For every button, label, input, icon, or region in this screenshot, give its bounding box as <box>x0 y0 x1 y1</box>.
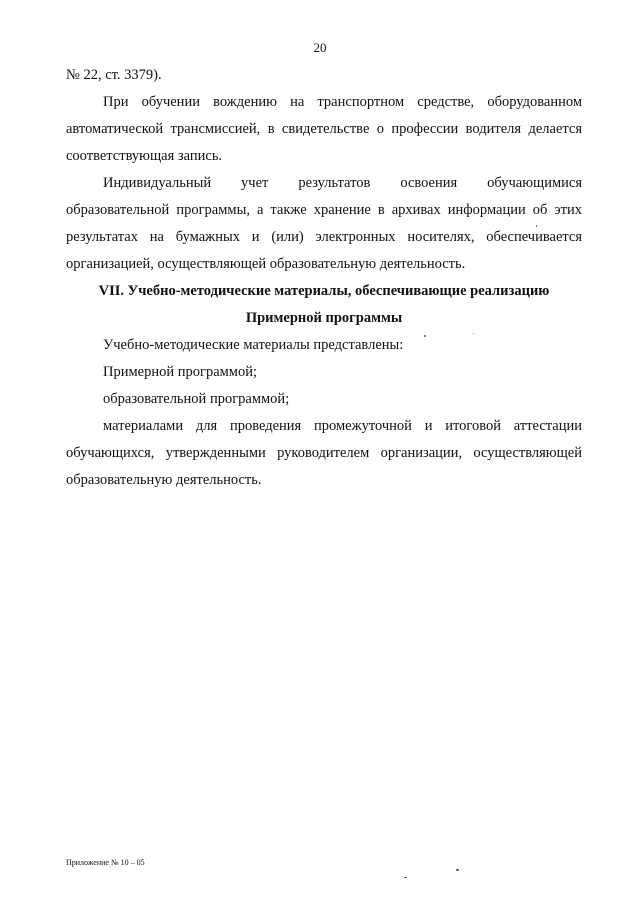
scan-speck <box>473 333 474 334</box>
section-heading-line-2: Примерной программы <box>245 310 403 326</box>
footer-annex-label: Приложение № 10 – 05 <box>66 858 145 867</box>
scan-speck <box>404 877 407 878</box>
materials-item-educational-program: образовательной программой; <box>103 391 290 407</box>
materials-item-sample-program: Примерной программой; <box>103 364 258 380</box>
paragraph-automatic-transmission: При обучении вождению на транспортном средстве, оборудованном автоматической трансмиссией, в свидетельстве о профессии водителя делается соответствующая запись. <box>66 94 582 164</box>
paragraph-citation-tail: № 22, ст. 3379). <box>66 67 162 83</box>
paragraph-individual-records: Индивидуальный учет результатов освоения обучающимися образовательной программы, а также хранение в архивах информации об этих результатах на бумажных и (или) электронных носителях, обеспечивается организацией, осуществляющей образовательную деятельность. <box>66 175 582 272</box>
document-body <box>66 62 582 494</box>
section-heading-line-1: VII. Учебно-методические материалы, обеспечивающие реализацию <box>98 283 550 299</box>
scan-speck <box>424 335 426 337</box>
scan-speck <box>456 869 459 871</box>
materials-intro: Учебно-методические материалы представлены: <box>103 337 404 353</box>
page-number: 20 <box>313 40 327 55</box>
scan-speck <box>536 225 537 227</box>
materials-item-attestation: материалами для проведения промежуточной и итоговой аттестации обучающихся, утвержденными руководителем организации, осуществляющей образовательную деятельность. <box>66 418 582 488</box>
